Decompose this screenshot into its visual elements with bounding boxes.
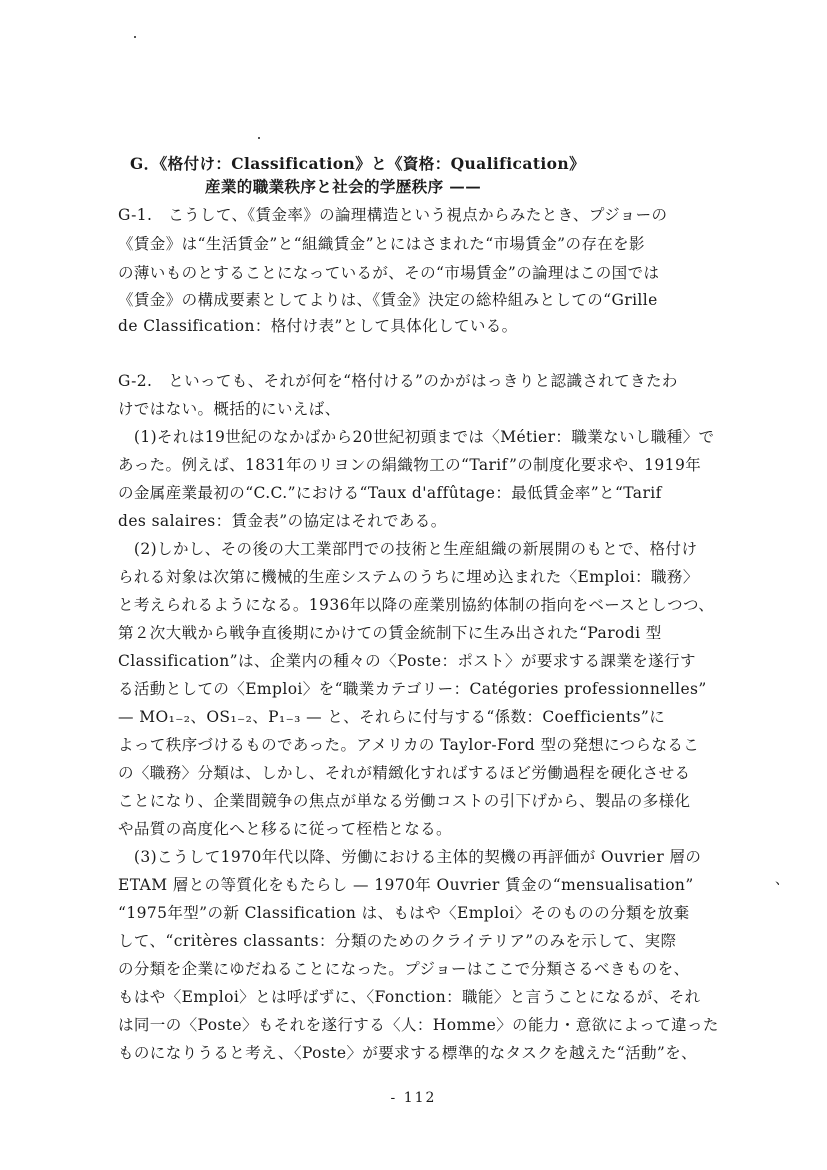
paragraph-line: の金属産業最初の“C.C.”における“Taux d'affûtage：最低賃金率”と“Tarif [118, 484, 662, 502]
paragraph-line: けではない。概括的にいえば、 [118, 400, 341, 418]
paragraph-line: (1)それは19世紀のなかばから20世紀初頭までは〈Métier：職業ないし職種〉で [118, 428, 715, 446]
paragraph-line: ETAM 層との等質化をもたらし — 1970年 Ouvrier 賃金の“mensualisation” [118, 876, 694, 894]
section-subheading: 産業的職業秩序と社会的学歴秩序 —— [205, 177, 482, 196]
paragraph-line: もはや〈Emploi〉とは呼ばずに、〈Fonction：職能〉と言うことになるが、それ [118, 988, 701, 1006]
scan-speck [258, 137, 260, 139]
paragraph-line: ことになり、企業間競争の焦点が単なる労働コストの引下げから、製品の多様化 [118, 792, 691, 810]
paragraph-line: G-1. こうして、《賃金率》の論理構造という視点からみたとき、プジョーの [118, 206, 668, 224]
paragraph-line: (3)こうして1970年代以降、労働における主体的契機の再評価が Ouvrier 層の [118, 848, 702, 866]
paragraph-line: 《賃金》は“生活賃金”と“組織賃金”とにはさまれた“市場賃金”の存在を影 [118, 235, 645, 253]
paragraph-line: や品質の高度化へと移るに従って桎梏となる。 [118, 820, 452, 838]
paragraph-line: de Classification：格付け表”として具体化している。 [118, 317, 518, 335]
paragraph-line: あった。例えば、1831年のリヨンの絹織物工の“Tarif”の制度化要求や、1919年 [118, 456, 702, 474]
paragraph-line: の分類を企業にゆだねることになった。プジョーはここで分類さるべきものを、 [118, 960, 690, 978]
paragraph-line: ものになりうると考え、〈Poste〉が要求する標準的なタスクを越えた“活動”を、 [118, 1044, 698, 1062]
paragraph-line: して、“critères classants：分類のためのクライテリア”のみを示して、実際 [118, 932, 677, 950]
paragraph-line: の〈職務〉分類は、しかし、それが精緻化すればするほど労働過程を硬化させる [118, 764, 691, 782]
paragraph-line: Classification”は、企業内の種々の〈Poste：ポスト〉が要求する課業を遂行す [118, 652, 696, 670]
page-number: - 112 [390, 1090, 437, 1106]
paragraph-line: られる対象は次第に機械的生産システムのうちに埋め込まれた〈Emploi：職務〉 [118, 568, 699, 586]
section-heading: G．《格付け：Classification》と《資格：Qualification》 [130, 154, 585, 173]
paragraph-line: G-2. といっても、それが何を“格付ける”のかがはっきりと認識されてきたわ [118, 372, 678, 390]
paragraph-line: る活動としての〈Emploi〉を“職業カテゴリー：Catégories professionnelles” [118, 680, 707, 698]
paragraph-line: は同一の〈Poste〉もそれを遂行する〈人：Homme〉の能力・意欲によって違った [118, 1016, 719, 1034]
paragraph-line: des salaires：賃金表”の協定はそれである。 [118, 512, 447, 530]
paragraph-line: 第２次大戦から戦争直後期にかけての賃金統制下に生み出された“Parodi 型 [118, 624, 662, 642]
paragraph-line: と考えられるようになる。1936年以降の産業別協約体制の指向をベースとしつつ、 [118, 596, 715, 614]
paragraph-line: “1975年型”の新 Classification は、もはや〈Emploi〉そのものの分類を放棄 [118, 904, 690, 922]
paragraph-line: よって秩序づけるものであった。アメリカの Taylor-Ford 型の発想につらなるこ [118, 736, 700, 754]
paragraph-line: (2)しかし、その後の大工業部門での技術と生産組織の新展開のもとで、格付け [118, 540, 698, 558]
stray-mark: 、 [775, 872, 789, 888]
paragraph-line: 《賃金》の構成要素としてよりは、《賃金》決定の総枠組みとしての“Grille [118, 291, 658, 309]
paragraph-line: の薄いものとすることになっているが、その“市場賃金”の論理はこの国では [118, 264, 660, 282]
scan-speck [134, 36, 136, 38]
paragraph-line: — MO₁₋₂、OS₁₋₂、P₁₋₃ — と、それらに付与する“係数：Coefficients”に [118, 708, 666, 726]
